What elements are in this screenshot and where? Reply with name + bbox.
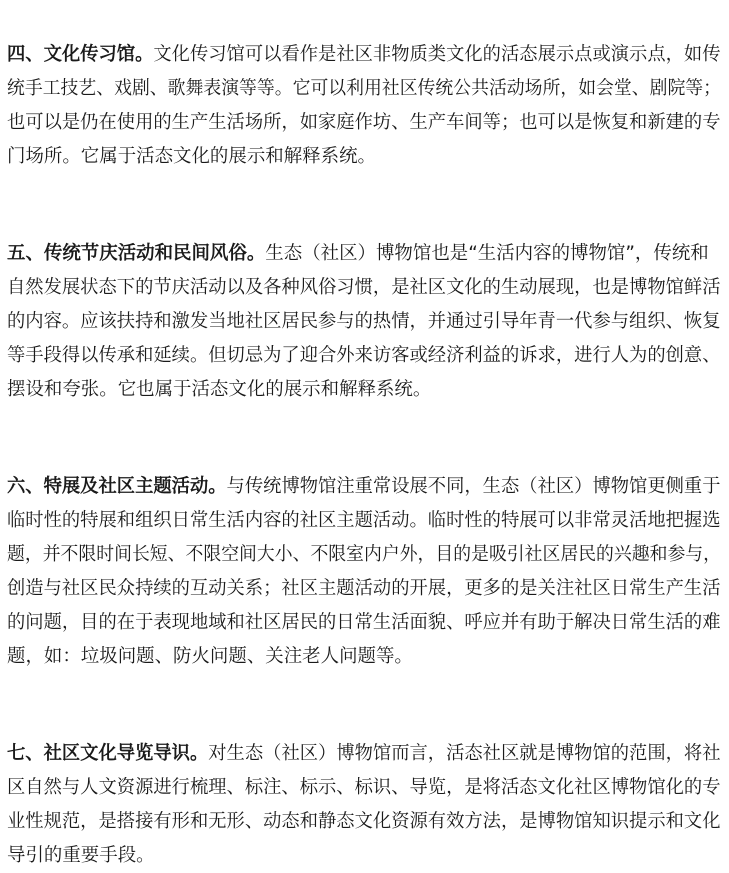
paragraph-community-guide: [7, 737, 723, 873]
paragraph-line: 的问题，目的在于表现地域和社区居民的日常生活面貌、呼应并有助于解决日常生活的难: [7, 612, 721, 633]
paragraph-line: 题，并不限时间长短、不限空间大小、不限室内户外，目的是吸引社区居民的兴趣和参与，: [7, 544, 722, 565]
paragraph-line: [7, 38, 721, 72]
paragraph-heading: 六、特展及社区主题活动。: [7, 476, 227, 497]
paragraph-heading: 七、社区文化导览导识。: [7, 743, 209, 764]
paragraph-line: 临时性的特展和组织日常生活内容的社区主题活动。临时性的特展可以非常灵活地把握选: [7, 510, 721, 531]
paragraph-line: 也可以是仍在使用的生产生活场所，如家庭作坊、生产车间等；也可以是恢复和新建的专: [7, 112, 721, 133]
document-body: [7, 38, 723, 873]
paragraph-line: 的内容。应该扶持和激发当地社区居民参与的热情，并通过引导年青一代参与组织、恢复: [7, 311, 721, 332]
paragraph-line: 自然发展状态下的节庆活动以及各种风俗习惯，是社区文化的生动展现，也是博物馆鲜活: [7, 277, 721, 298]
paragraph-line: 摆设和夸张。它也属于活态文化的展示和解释系统。: [7, 379, 432, 400]
paragraph-line: 题，如：垃圾问题、防火问题、关注老人问题等。: [7, 646, 413, 667]
paragraph-line: [7, 237, 721, 271]
paragraph-gap: [7, 407, 723, 470]
paragraph-line: 等手段得以传承和延续。但切忌为了迎合外来访客或经济利益的诉求，进行人为的创意、: [7, 345, 721, 366]
paragraph-gap: [7, 174, 723, 237]
paragraph-line: 门场所。它属于活态文化的展示和解释系统。: [7, 146, 376, 167]
paragraph-line: 业性规范，是搭接有形和无形、动态和静态文化资源有效方法，是博物馆知识提示和文化: [7, 811, 721, 832]
paragraph-line: 创造与社区民众持续的互动关系；社区主题活动的开展，更多的是关注社区日常生产生活: [7, 578, 721, 599]
paragraph-gap: [7, 674, 723, 737]
paragraph-heading: 四、文化传习馆。: [7, 44, 154, 65]
paragraph-line: 统手工技艺、戏剧、歌舞表演等等。它可以利用社区传统公共活动场所，如会堂、剧院等；: [7, 78, 722, 99]
paragraph-text: 对生态（社区）博物馆而言，活态社区就是博物馆的范围，将社: [208, 743, 721, 764]
paragraph-text: 与传统博物馆注重常设展不同，生态（社区）博物馆更侧重于: [226, 476, 721, 497]
paragraph-cultural-heritage-hall: [7, 38, 723, 174]
paragraph-line: [7, 470, 721, 504]
paragraph-line: 导引的重要手段。: [7, 845, 155, 866]
paragraph-special-exhibitions: [7, 470, 723, 674]
paragraph-heading: 五、传统节庆活动和民间风俗。: [7, 243, 266, 264]
paragraph-text: 文化传习馆可以看作是社区非物质类文化的活态展示点或演示点，如传: [153, 44, 721, 65]
paragraph-line: [7, 737, 721, 771]
paragraph-line: 区自然与人文资源进行梳理、标注、标示、标识、导览，是将活态文化社区博物馆化的专: [7, 777, 721, 798]
paragraph-traditional-festivals: [7, 237, 723, 407]
paragraph-text: 生态（社区）博物馆也是“生活内容的博物馆”，传统和: [265, 243, 709, 264]
